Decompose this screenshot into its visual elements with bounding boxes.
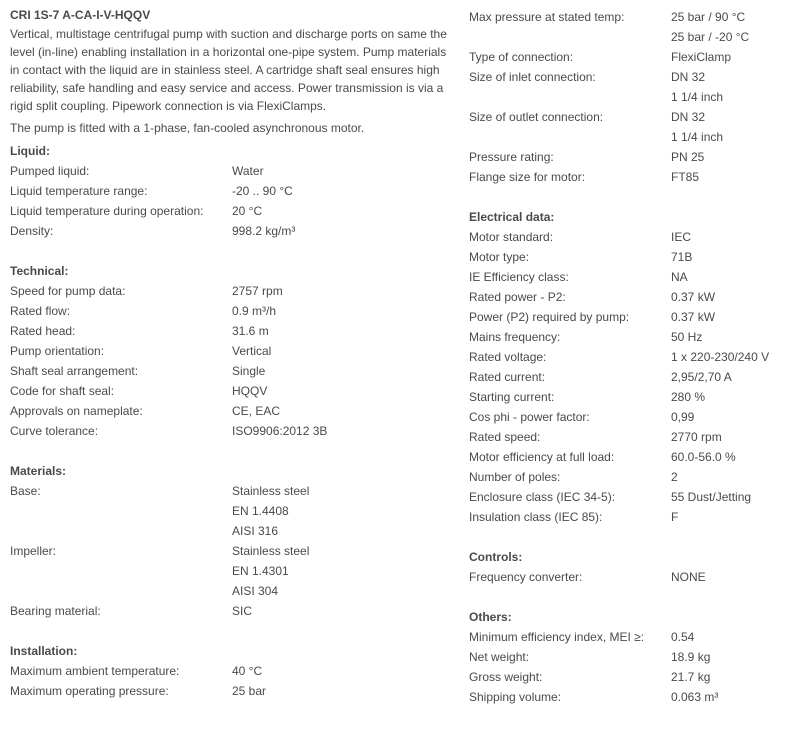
spacer [469,587,799,607]
spec-row [469,267,799,287]
spec-value: PN 25 [671,150,705,164]
spec-value: NA [671,270,688,284]
spec-values [671,567,799,587]
spec-values [671,427,799,447]
spec-value: ISO9906:2012 3B [232,424,328,438]
spec-label: Motor efficiency at full load: [469,450,615,464]
spec-row [10,201,450,221]
liquid-rows [10,161,450,241]
section-heading: Electrical data: [469,210,555,224]
spec-row [469,147,799,167]
spec-label: Shipping volume: [469,690,562,704]
spec-values [232,381,450,401]
spec-value: Vertical [232,344,272,358]
spec-value: EN 1.4408 [232,504,289,518]
spec-row [469,167,799,187]
spec-value: 55 Dust/Jetting [671,490,752,504]
spec-row [469,647,799,667]
spec-values [671,167,799,187]
right-column [469,7,799,707]
spec-value: 2 [671,470,678,484]
spec-label: Insulation class (IEC 85): [469,510,603,524]
spec-row [469,487,799,507]
spec-value: 1 x 220-230/240 V [671,350,770,364]
spec-values [671,267,799,287]
spec-label: Approvals on nameplate: [10,404,143,418]
spec-value: NONE [671,570,706,584]
spec-row [10,361,450,381]
others-rows [469,627,799,707]
spec-values [232,221,450,241]
spec-values [671,467,799,487]
spec-value: 2757 rpm [232,284,283,298]
spec-value: 0.37 kW [671,310,716,324]
spacer [469,187,799,207]
spec-label: Pressure rating: [469,150,554,164]
spec-value: Stainless steel [232,544,310,558]
spec-label: Density: [10,224,54,238]
spec-value: 2,95/2,70 A [671,370,732,384]
spec-row [469,307,799,327]
spec-row [10,161,450,181]
spec-row [469,407,799,427]
motor-note: The pump is fitted with a 1-phase, fan-cooled asynchronous motor. [10,121,365,135]
spec-value: 50 Hz [671,330,703,344]
spec-label: Frequency converter: [469,570,583,584]
spec-value: 0.37 kW [671,290,716,304]
spec-values [671,287,799,307]
spec-row [10,661,450,681]
spec-values [671,367,799,387]
spec-values [671,67,799,107]
product-title: CRI 1S-7 A-CA-I-V-HQQV [10,8,151,22]
spec-label: Speed for pump data: [10,284,126,298]
spec-row [469,687,799,707]
spec-row [469,507,799,527]
spec-label: Liquid temperature range: [10,184,148,198]
spec-row [469,47,799,67]
spec-row [10,421,450,441]
spec-row [469,567,799,587]
section-heading: Others: [469,610,512,624]
spec-label: Size of inlet connection: [469,70,596,84]
spec-value: DN 32 [671,70,706,84]
section-heading: Technical: [10,264,69,278]
spec-value: AISI 316 [232,524,279,538]
spec-label: Max pressure at stated temp: [469,10,625,24]
spec-values [232,201,450,221]
spec-label: Gross weight: [469,670,543,684]
spec-value: 2770 rpm [671,430,722,444]
spec-value: Stainless steel [232,484,310,498]
spacer [10,441,450,461]
spec-values [671,327,799,347]
spec-values [671,507,799,527]
spec-label: Bearing material: [10,604,101,618]
spec-row [10,601,450,621]
spec-value: 25 bar / 90 °C [671,10,746,24]
section-heading: Controls: [469,550,523,564]
installation-section [10,641,450,701]
spec-value: 25 bar [232,684,267,698]
spec-values [671,487,799,507]
spec-label: Net weight: [469,650,530,664]
spec-row [469,247,799,267]
spec-values [671,107,799,147]
spec-values [232,281,450,301]
spec-label: Motor type: [469,250,530,264]
spec-row [10,221,450,241]
spec-values [232,361,450,381]
spec-values [232,421,450,441]
spec-row [469,367,799,387]
spec-label: Maximum ambient temperature: [10,664,180,678]
spec-values [671,387,799,407]
spec-label: Rated current: [469,370,546,384]
section-heading: Liquid: [10,144,50,158]
spec-value: CE, EAC [232,404,281,418]
spec-label: Rated power - P2: [469,290,566,304]
spec-values [671,247,799,267]
spec-value: 71B [671,250,693,264]
spec-row [469,387,799,407]
spacer [10,621,450,641]
spec-values [232,661,450,681]
spec-value: 0.9 m³/h [232,304,277,318]
spec-value: AISI 304 [232,584,279,598]
spec-value: 31.6 m [232,324,269,338]
spec-values [671,347,799,367]
spec-row [10,181,450,201]
spec-label: Minimum efficiency index, MEI ≥: [469,630,645,644]
spec-value: Single [232,364,266,378]
installation-rows [10,661,450,701]
spec-label: Impeller: [10,544,57,558]
spec-value: FlexiClamp [671,50,732,64]
spec-value: 40 °C [232,664,263,678]
spec-value: IEC [671,230,692,244]
spec-value: 21.7 kg [671,670,711,684]
spec-label: Base: [10,484,41,498]
spec-label: Rated flow: [10,304,71,318]
spec-label: Curve tolerance: [10,424,99,438]
liquid-section [10,141,450,241]
spec-values [671,687,799,707]
spec-value: 0.54 [671,630,695,644]
spacer [469,527,799,547]
spec-label: Pumped liquid: [10,164,90,178]
left-column [10,0,450,701]
controls-section [469,547,799,587]
spec-values [232,341,450,361]
spec-label: Rated voltage: [469,350,547,364]
spec-label: Flange size for motor: [469,170,586,184]
spec-row [469,347,799,367]
spec-row [469,667,799,687]
spec-value: HQQV [232,384,268,398]
spec-value: 60.0-56.0 % [671,450,736,464]
spec-row [10,381,450,401]
spec-label: Size of outlet connection: [469,110,604,124]
spec-label: Liquid temperature during operation: [10,204,204,218]
spacer [10,241,450,261]
spec-value: 0,99 [671,410,695,424]
spec-value: 1 1/4 inch [671,130,724,144]
spec-value: 280 % [671,390,706,404]
spec-values [671,647,799,667]
spec-row [469,327,799,347]
spec-row [10,301,450,321]
spec-label: Motor standard: [469,230,554,244]
electrical-section [469,207,799,527]
spec-label: Rated speed: [469,430,541,444]
spec-value: 998.2 kg/m³ [232,224,296,238]
spec-row [469,447,799,467]
spec-row [10,541,450,601]
spec-label: IE Efficiency class: [469,270,569,284]
spec-row [10,681,450,701]
spec-label: Maximum operating pressure: [10,684,169,698]
spec-label: Power (P2) required by pump: [469,310,630,324]
spec-row [10,341,450,361]
electrical-rows [469,227,799,527]
spec-row [10,481,450,541]
spec-value: 1 1/4 inch [671,90,724,104]
spec-row [469,7,799,47]
spec-value: 18.9 kg [671,650,711,664]
spec-value: Water [232,164,264,178]
controls-rows [469,567,799,587]
section-heading: Installation: [10,644,78,658]
spec-values [232,181,450,201]
spec-values [232,541,450,601]
spec-values [671,7,799,47]
spec-label: Enclosure class (IEC 34-5): [469,490,616,504]
spec-values [671,147,799,167]
spec-label: Cos phi - power factor: [469,410,590,424]
spec-row [469,227,799,247]
spec-values [232,161,450,181]
spec-row [469,67,799,107]
spec-values [232,481,450,541]
spec-values [232,601,450,621]
materials-rows [10,481,450,621]
spec-value: SIC [232,604,253,618]
spec-row [10,281,450,301]
spec-row [469,627,799,647]
spec-value: DN 32 [671,110,706,124]
spec-value: 20 °C [232,204,263,218]
materials-section [10,461,450,621]
spec-values [671,407,799,427]
spec-label: Type of connection: [469,50,574,64]
spec-row [469,467,799,487]
product-description: Vertical, multistage centrifugal pump with suction and discharge ports on same the level (in-line) enabling installation in a horizontal one-pipe system. Pump materials in contact with the liquid are in stainless steel. A cartridge shaft seal ensures high reliability, safe handling and easy service and access. Power transmission is via a rigid split coupling. Pipework connection is via FlexiClamps. [10,27,447,113]
installation-cont-rows [469,7,799,187]
others-section [469,607,799,707]
spec-label: Mains frequency: [469,330,561,344]
spec-values [232,301,450,321]
spec-values [671,307,799,327]
technical-rows [10,281,450,441]
spec-values [671,47,799,67]
spec-row [469,427,799,447]
technical-section [10,261,450,441]
spec-values [671,447,799,467]
spec-value: EN 1.4301 [232,564,289,578]
spec-values [232,321,450,341]
spec-values [232,401,450,421]
spec-label: Code for shaft seal: [10,384,115,398]
installation-cont-section [469,7,799,187]
spec-values [671,227,799,247]
spec-label: Starting current: [469,390,555,404]
spec-value: 0.063 m³ [671,690,719,704]
spec-values [671,667,799,687]
spec-value: -20 .. 90 °C [232,184,293,198]
spec-value: FT85 [671,170,700,184]
spec-label: Shaft seal arrangement: [10,364,139,378]
spec-row [10,321,450,341]
spec-label: Rated head: [10,324,76,338]
spec-label: Pump orientation: [10,344,105,358]
spec-values [232,681,450,701]
section-heading: Materials: [10,464,67,478]
spec-value: F [671,510,679,524]
spec-row [469,107,799,147]
spec-row [469,287,799,307]
spec-values [671,627,799,647]
spec-row [10,401,450,421]
spec-value: 25 bar / -20 °C [671,30,750,44]
spec-label: Number of poles: [469,470,561,484]
